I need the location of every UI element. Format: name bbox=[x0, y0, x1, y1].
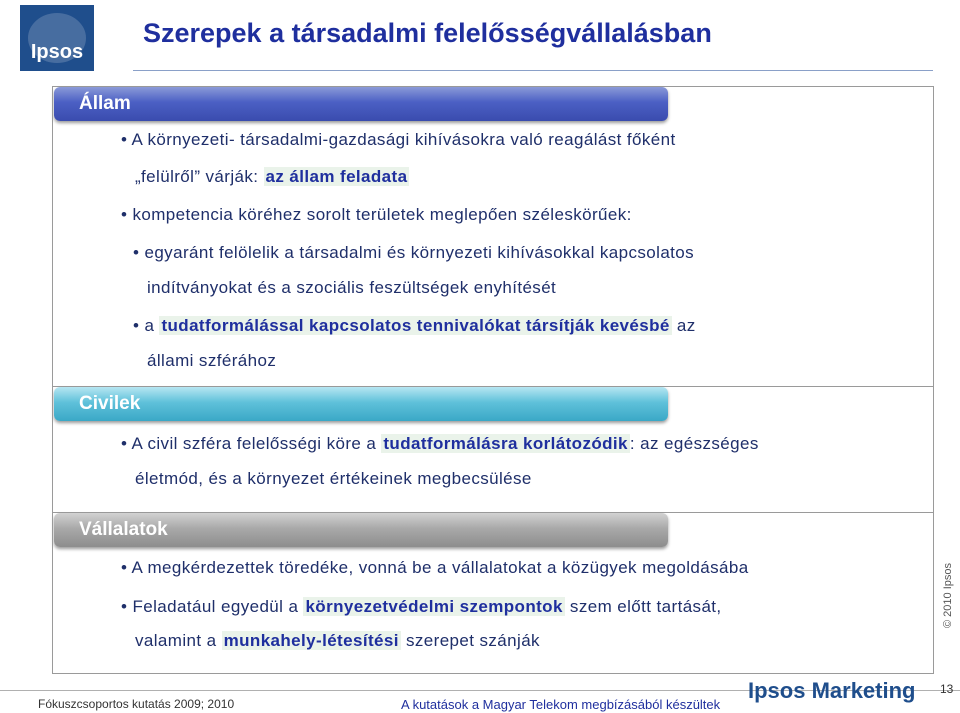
vallalatok-line-1 bbox=[121, 558, 749, 578]
allam-line-1 bbox=[121, 130, 676, 150]
text: : az egészséges bbox=[629, 434, 759, 453]
footer-brand-logo: Ipsos Marketing bbox=[748, 678, 916, 703]
text: szem előtt tartását, bbox=[564, 597, 722, 616]
text: az bbox=[671, 316, 696, 335]
footer-source: Fókuszcsoportos kutatás 2009; 2010 bbox=[38, 697, 235, 711]
text: • A civil szféra felelősségi köre a bbox=[121, 434, 382, 453]
ipsos-logo bbox=[20, 5, 94, 71]
text: állami szférához bbox=[147, 351, 277, 370]
section-civilek bbox=[52, 386, 934, 514]
allam-line-2 bbox=[135, 167, 409, 187]
highlight: tudatformálásra korlátozódik bbox=[383, 434, 628, 453]
text: • a bbox=[133, 316, 160, 335]
side-copyright-text: © 2010 Ipsos bbox=[942, 563, 954, 628]
allam-line-5 bbox=[147, 278, 556, 298]
logo-text: Ipsos bbox=[30, 41, 84, 63]
vallalatok-line-2 bbox=[121, 597, 722, 617]
text: • A megkérdezettek töredéke, vonná be a vállalatokat a közügyek megoldásába bbox=[121, 558, 749, 577]
allam-line-3 bbox=[121, 205, 632, 225]
text: • Feladatául egyedül a bbox=[121, 597, 304, 616]
vallalatok-line-3 bbox=[135, 631, 540, 651]
text: életmód, és a környezet értékeinek megbecsülése bbox=[135, 469, 532, 488]
civilek-line-1 bbox=[121, 434, 759, 454]
allam-line-6 bbox=[133, 316, 696, 336]
allam-line-4 bbox=[133, 243, 694, 263]
slide-title: Szerepek a társadalmi felelősségvállalásban bbox=[143, 18, 712, 48]
highlight: tudatformálással kapcsolatos tennivalókat társítják kevésbé bbox=[161, 316, 670, 335]
page-number: 13 bbox=[940, 682, 954, 696]
highlight: munkahely-létesítési bbox=[223, 631, 399, 650]
highlight: környezetvédelmi szempontok bbox=[305, 597, 563, 616]
text: szerepet szánják bbox=[400, 631, 540, 650]
civilek-line-2 bbox=[135, 469, 532, 489]
text: • kompetencia köréhez sorolt területek meglepően széleskörűek: bbox=[121, 205, 632, 224]
footer-note: A kutatások a Magyar Telekom megbízásából készültek bbox=[401, 697, 721, 712]
text: indítványokat és a szociális feszültségek enyhítését bbox=[147, 278, 557, 297]
text: • egyaránt felölelik a társadalmi és környezeti kihívásokkal kapcsolatos bbox=[133, 243, 695, 262]
section-header-civilek: Civilek bbox=[54, 387, 668, 421]
text: „felülről” várják: bbox=[135, 167, 264, 186]
text: valamint a bbox=[135, 631, 222, 650]
text: • A környezeti- társadalmi-gazdasági kihívásokra való reagálást főként bbox=[121, 130, 676, 149]
section-header-allam: Állam bbox=[54, 87, 668, 121]
section-allam bbox=[52, 86, 934, 388]
highlight: az állam feladata bbox=[265, 167, 408, 186]
section-header-vallalatok: Vállalatok bbox=[54, 513, 668, 547]
title-divider bbox=[133, 70, 933, 71]
section-vallalatok bbox=[52, 512, 934, 674]
allam-line-7 bbox=[147, 351, 276, 371]
side-copyright bbox=[940, 560, 956, 630]
